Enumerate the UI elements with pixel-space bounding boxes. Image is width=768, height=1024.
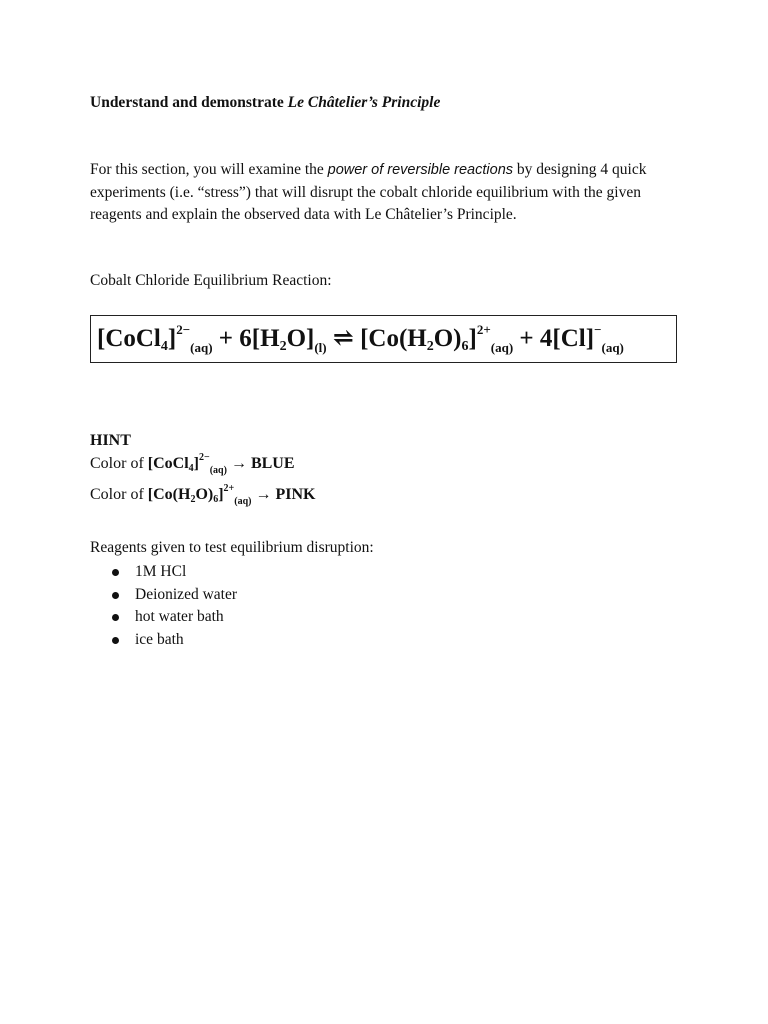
- eq-product1-charge: 2+: [476, 322, 491, 337]
- color2-formula: [147, 483, 316, 507]
- color2-close: ]: [218, 486, 224, 503]
- eq-product1-close: ]: [468, 325, 477, 352]
- color2-mid: O): [195, 486, 214, 503]
- color-hint-blue: [90, 452, 295, 476]
- list-item: [112, 584, 237, 607]
- title-main: Understand and demonstrate: [90, 94, 288, 111]
- color2-prefix: Color of: [90, 486, 148, 503]
- color1-prefix: Color of: [90, 455, 148, 472]
- eq-water-phase: (l): [314, 340, 327, 355]
- color1-formula: [147, 452, 295, 476]
- eq-reactant1-close: ]: [167, 325, 177, 352]
- eq-product1-mid: O): [433, 325, 462, 352]
- title-italic: Le Châtelier’s Principle: [287, 94, 441, 111]
- eq-product2-phase: (aq): [601, 340, 624, 355]
- equation-label: Cobalt Chloride Equilibrium Reaction:: [90, 272, 332, 289]
- reagent-label: hot water bath: [135, 608, 224, 625]
- list-item: [112, 561, 237, 584]
- bullet-icon: [112, 614, 119, 621]
- bullet-icon: [112, 592, 119, 599]
- reagents-list: [112, 561, 237, 651]
- eq-equilibrium-arrow: ⇌: [326, 325, 361, 352]
- color2-sub-6: 6: [213, 494, 219, 505]
- list-item: [112, 629, 237, 652]
- intro-emphasis: power of reversible reactions: [327, 162, 514, 178]
- color2-charge: 2+: [223, 483, 235, 494]
- color1-formula-text: [CoCl: [147, 455, 189, 472]
- intro-line-1-end: by designing 4 quick: [513, 161, 647, 178]
- color2-formula-text: [Co(H: [147, 486, 191, 503]
- reagent-label: Deionized water: [135, 585, 237, 603]
- bullet-icon: [112, 569, 119, 576]
- intro-paragraph: [90, 159, 690, 227]
- hint-heading: HINT: [90, 432, 131, 449]
- bullet-icon: [112, 637, 119, 644]
- eq-product1-phase: (aq): [490, 340, 514, 355]
- eq-product1-sub-6: 6: [461, 339, 469, 354]
- eq-plus1: + 6[H: [212, 325, 280, 352]
- equilibrium-equation-box: [90, 315, 677, 363]
- eq-product2-charge: −: [594, 322, 602, 337]
- intro-line-1-start: For this section, you will examine the: [90, 161, 328, 178]
- reagent-label: ice bath: [135, 630, 184, 648]
- color1-close: ]: [193, 455, 199, 472]
- color2-sub-h: 2: [190, 494, 196, 505]
- color-hint-pink: [90, 483, 316, 507]
- intro-line-3: reagents and explain the observed data with Le Châtelier’s Principle.: [90, 206, 517, 223]
- eq-product1: [Co(H: [360, 325, 427, 352]
- intro-line-1: [90, 159, 690, 182]
- eq-reactant1-sub: 4: [160, 339, 168, 354]
- eq-plus2: + 4[Cl]: [513, 325, 595, 352]
- intro-line-2: experiments (i.e. “stress”) that will disrupt the cobalt chloride equilibrium with the given: [90, 183, 641, 201]
- list-item: [112, 606, 237, 629]
- eq-reactant1: [CoCl: [97, 325, 161, 352]
- color1-charge: 2−: [199, 452, 210, 463]
- reagent-label: 1M HCl: [135, 563, 187, 580]
- section-title: [90, 94, 440, 112]
- eq-reactant1-charge: 2−: [176, 322, 191, 337]
- color2-phase: (aq): [234, 496, 252, 507]
- color1-sub: 4: [188, 463, 194, 474]
- eq-water-sub: 2: [279, 339, 287, 354]
- eq-water-close: O]: [286, 325, 315, 352]
- color1-phase: (aq): [209, 465, 227, 476]
- color2-result: → PINK: [251, 486, 316, 503]
- eq-product1-sub-h: 2: [426, 339, 434, 354]
- eq-reactant1-phase: (aq): [190, 340, 213, 355]
- color1-result: → BLUE: [226, 455, 295, 472]
- reagents-label: Reagents given to test equilibrium disruption:: [90, 539, 374, 556]
